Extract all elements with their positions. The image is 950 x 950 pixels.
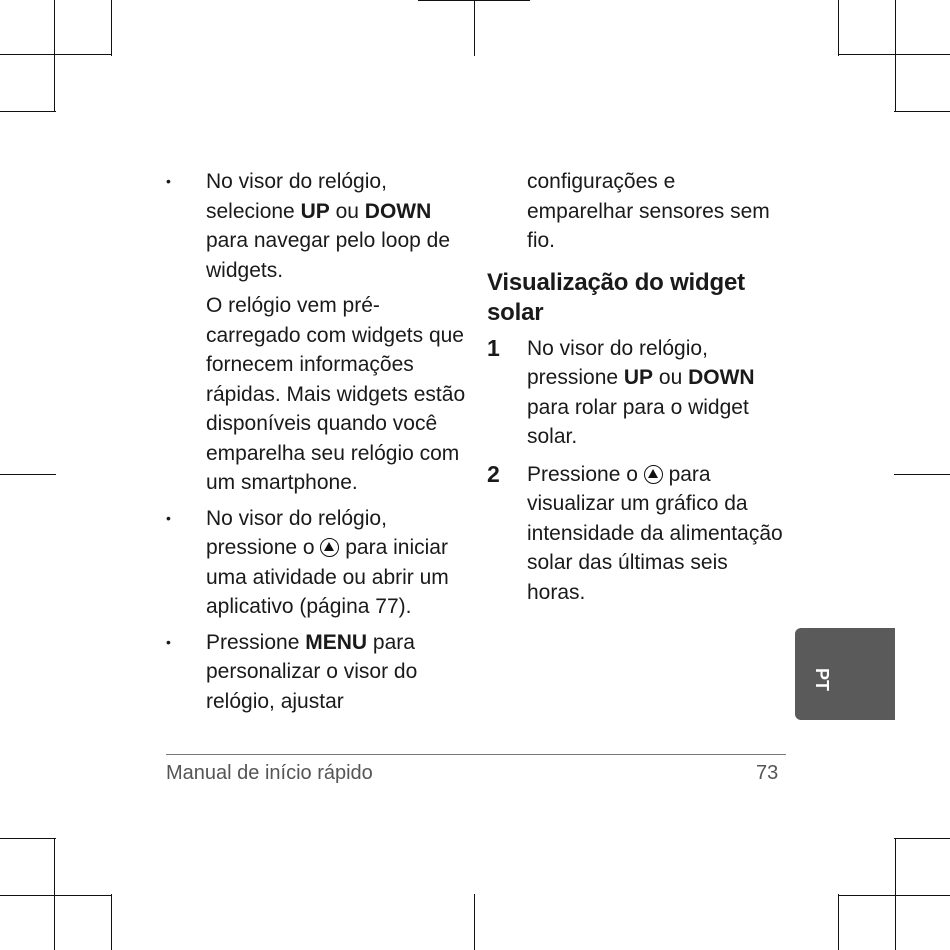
footer-rule: [166, 754, 786, 755]
bullet-mark: •: [166, 633, 171, 650]
step-item: [487, 334, 787, 452]
step-number: 1: [487, 334, 500, 361]
bullet-mark: •: [166, 173, 171, 189]
bullet-paragraph: O relógio vem pré-carregado com widgets que fornecem informações rápidas. Mais widgets estão disponíveis quando você emparelha seu relógio com um smartphone.: [206, 294, 466, 494]
bullet-item: [166, 167, 466, 498]
crop-mark: [895, 0, 896, 112]
crop-mark: [0, 895, 112, 896]
key-name: MENU: [305, 630, 368, 654]
text-run: para iniciar uma atividade ou abrir um aplicativo (página 77).: [206, 536, 449, 618]
crop-mark: [894, 474, 950, 475]
section-heading: Visualização do widget solar: [487, 268, 745, 326]
continuation-paragraph: configurações e emparelhar sensores sem fio.: [527, 170, 770, 252]
crop-mark: [838, 894, 839, 950]
up-arrow-circle-icon: [320, 538, 339, 557]
crop-mark: [0, 54, 112, 55]
bullet-item: [166, 504, 466, 622]
bullet-item: [166, 628, 466, 717]
crop-mark: [474, 0, 475, 56]
key-name: UP: [623, 366, 654, 389]
step-item: [487, 460, 787, 608]
left-column: [166, 167, 466, 716]
text-run: Pressione o: [527, 462, 644, 486]
bullet-paragraph: [206, 504, 466, 622]
page-number: 73: [756, 762, 779, 784]
crop-mark: [0, 474, 56, 475]
step-text: [527, 334, 787, 452]
language-tab-label: PT: [812, 668, 832, 692]
crop-mark: [894, 838, 950, 839]
text-run: No visor do relógio, pressione o: [206, 506, 387, 559]
step-number: 2: [487, 460, 500, 487]
crop-mark: [0, 838, 56, 839]
text-run: No visor do relógio, selecione: [206, 170, 387, 223]
text-run: No visor do relógio, pressione: [527, 336, 708, 389]
key-name: UP: [300, 199, 330, 223]
crop-mark: [838, 0, 839, 56]
key-name: DOWN: [364, 199, 432, 223]
crop-mark: [54, 0, 55, 112]
text-run: para navegar pelo loop de widgets.: [206, 229, 451, 282]
crop-mark: [0, 111, 56, 112]
crop-mark: [895, 838, 896, 950]
text-run: ou: [329, 199, 365, 223]
text-run: para personalizar o visor do relógio, ajustar: [206, 630, 418, 713]
crop-mark: [111, 894, 112, 950]
footer-title: Manual de início rápido: [166, 762, 373, 784]
text-run: ou: [653, 366, 689, 389]
crop-mark: [838, 895, 950, 896]
crop-mark: [474, 894, 475, 950]
bullet-paragraph: [206, 167, 466, 285]
bullet-mark: •: [166, 509, 171, 526]
crop-mark: [894, 111, 950, 112]
bullet-paragraph: [206, 628, 466, 717]
right-column: [487, 167, 787, 615]
key-name: DOWN: [688, 366, 755, 389]
step-text: [527, 460, 787, 608]
crop-mark: [54, 838, 55, 950]
crop-mark: [838, 54, 950, 55]
text-run: para rolar para o widget solar.: [527, 395, 749, 448]
text-run: para visualizar um gráfico da intensidade da alimentação solar das últimas seis horas.: [527, 462, 783, 604]
text-run: Pressione: [206, 630, 306, 654]
up-arrow-circle-icon: [644, 465, 663, 484]
crop-mark: [111, 0, 112, 56]
